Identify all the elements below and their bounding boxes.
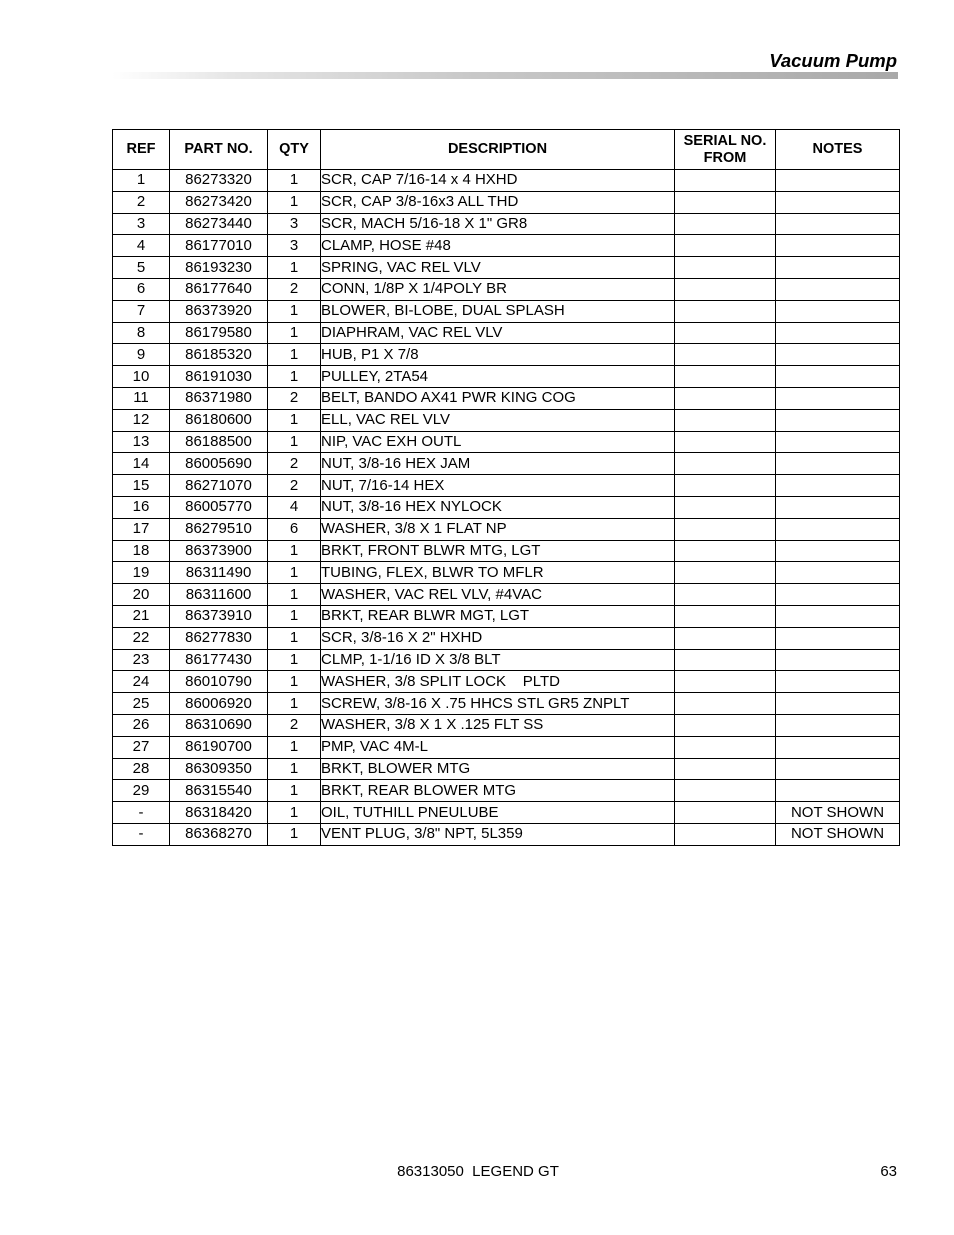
cell-ref: 16	[113, 496, 170, 518]
table-row	[113, 213, 900, 235]
cell-serial-no-from	[675, 518, 776, 540]
cell-description: BRKT, REAR BLOWER MTG	[321, 780, 675, 802]
cell-serial-no-from	[675, 191, 776, 213]
cell-qty: 2	[268, 387, 321, 409]
cell-description: TUBING, FLEX, BLWR TO MFLR	[321, 562, 675, 584]
table-row	[113, 780, 900, 802]
cell-description: VENT PLUG, 3/8" NPT, 5L359	[321, 823, 675, 845]
cell-serial-no-from	[675, 823, 776, 845]
cell-part-no: 86005690	[170, 453, 268, 475]
cell-serial-no-from	[675, 278, 776, 300]
cell-part-no: 86179580	[170, 322, 268, 344]
cell-part-no: 86188500	[170, 431, 268, 453]
table-row	[113, 627, 900, 649]
parts-table	[112, 129, 900, 846]
cell-description: SCR, MACH 5/16-18 X 1" GR8	[321, 213, 675, 235]
cell-part-no: 86373900	[170, 540, 268, 562]
cell-notes	[776, 605, 900, 627]
cell-description: PULLEY, 2TA54	[321, 366, 675, 388]
cell-serial-no-from	[675, 170, 776, 192]
cell-notes	[776, 387, 900, 409]
cell-serial-no-from	[675, 605, 776, 627]
cell-description: SPRING, VAC REL VLV	[321, 257, 675, 279]
cell-notes: NOT SHOWN	[776, 823, 900, 845]
cell-serial-no-from	[675, 257, 776, 279]
table-row	[113, 409, 900, 431]
cell-qty: 1	[268, 823, 321, 845]
cell-qty: 1	[268, 322, 321, 344]
cell-serial-no-from	[675, 344, 776, 366]
cell-qty: 1	[268, 671, 321, 693]
cell-description: BRKT, BLOWER MTG	[321, 758, 675, 780]
table-row	[113, 693, 900, 715]
column-header-part-no: PART NO.	[170, 130, 268, 170]
cell-description: SCR, CAP 7/16-14 x 4 HXHD	[321, 170, 675, 192]
cell-qty: 1	[268, 693, 321, 715]
table-row	[113, 475, 900, 497]
table-row	[113, 235, 900, 257]
cell-notes	[776, 300, 900, 322]
cell-serial-no-from	[675, 213, 776, 235]
cell-qty: 4	[268, 496, 321, 518]
cell-ref: 25	[113, 693, 170, 715]
cell-qty: 1	[268, 366, 321, 388]
cell-serial-no-from	[675, 387, 776, 409]
table-row	[113, 823, 900, 845]
cell-qty: 1	[268, 409, 321, 431]
header-row	[113, 130, 900, 170]
table-row	[113, 671, 900, 693]
cell-description: NUT, 7/16-14 HEX	[321, 475, 675, 497]
cell-serial-no-from	[675, 714, 776, 736]
cell-qty: 3	[268, 213, 321, 235]
cell-ref: 6	[113, 278, 170, 300]
table-row	[113, 758, 900, 780]
cell-qty: 2	[268, 278, 321, 300]
cell-serial-no-from	[675, 780, 776, 802]
cell-description: NUT, 3/8-16 HEX JAM	[321, 453, 675, 475]
cell-part-no: 86177640	[170, 278, 268, 300]
table-row	[113, 518, 900, 540]
table-row	[113, 170, 900, 192]
cell-description: WASHER, 3/8 X 1 FLAT NP	[321, 518, 675, 540]
table-row	[113, 300, 900, 322]
cell-notes	[776, 627, 900, 649]
footer-document-id: 86313050 LEGEND GT	[397, 1163, 559, 1180]
table-row	[113, 605, 900, 627]
cell-notes	[776, 649, 900, 671]
cell-notes	[776, 671, 900, 693]
column-header-serial-no-from: SERIAL NO. FROM	[675, 130, 776, 170]
cell-description: HUB, P1 X 7/8	[321, 344, 675, 366]
cell-qty: 1	[268, 257, 321, 279]
cell-part-no: 86271070	[170, 475, 268, 497]
cell-description: NUT, 3/8-16 HEX NYLOCK	[321, 496, 675, 518]
cell-qty: 1	[268, 300, 321, 322]
cell-part-no: 86373920	[170, 300, 268, 322]
table-row	[113, 191, 900, 213]
cell-description: ELL, VAC REL VLV	[321, 409, 675, 431]
cell-notes	[776, 213, 900, 235]
column-header-notes: NOTES	[776, 130, 900, 170]
footer-page-number: 63	[880, 1163, 897, 1180]
cell-description: SCR, 3/8-16 X 2" HXHD	[321, 627, 675, 649]
cell-notes	[776, 780, 900, 802]
table-row	[113, 278, 900, 300]
cell-serial-no-from	[675, 322, 776, 344]
cell-part-no: 86311600	[170, 584, 268, 606]
cell-serial-no-from	[675, 540, 776, 562]
cell-notes	[776, 257, 900, 279]
cell-part-no: 86318420	[170, 802, 268, 824]
cell-ref: 10	[113, 366, 170, 388]
column-header-qty: QTY	[268, 130, 321, 170]
cell-serial-no-from	[675, 300, 776, 322]
cell-notes	[776, 758, 900, 780]
cell-description: BLOWER, BI-LOBE, DUAL SPLASH	[321, 300, 675, 322]
cell-qty: 1	[268, 758, 321, 780]
cell-qty: 1	[268, 344, 321, 366]
cell-description: CLMP, 1-1/16 ID X 3/8 BLT	[321, 649, 675, 671]
cell-serial-no-from	[675, 409, 776, 431]
table-row	[113, 562, 900, 584]
cell-ref: 18	[113, 540, 170, 562]
header-divider	[112, 72, 898, 79]
cell-ref: 14	[113, 453, 170, 475]
table-row	[113, 431, 900, 453]
cell-serial-no-from	[675, 235, 776, 257]
cell-description: BRKT, FRONT BLWR MTG, LGT	[321, 540, 675, 562]
cell-ref: 5	[113, 257, 170, 279]
cell-ref: 22	[113, 627, 170, 649]
cell-ref: 17	[113, 518, 170, 540]
cell-notes	[776, 496, 900, 518]
cell-qty: 1	[268, 170, 321, 192]
cell-ref: 20	[113, 584, 170, 606]
table-row	[113, 366, 900, 388]
cell-ref: 28	[113, 758, 170, 780]
cell-ref: 1	[113, 170, 170, 192]
cell-part-no: 86273420	[170, 191, 268, 213]
cell-part-no: 86368270	[170, 823, 268, 845]
cell-qty: 1	[268, 802, 321, 824]
cell-serial-no-from	[675, 671, 776, 693]
cell-ref: 4	[113, 235, 170, 257]
cell-ref: 21	[113, 605, 170, 627]
cell-ref: -	[113, 823, 170, 845]
cell-notes	[776, 584, 900, 606]
cell-qty: 3	[268, 235, 321, 257]
cell-qty: 6	[268, 518, 321, 540]
cell-part-no: 86315540	[170, 780, 268, 802]
cell-notes: NOT SHOWN	[776, 802, 900, 824]
cell-part-no: 86373910	[170, 605, 268, 627]
cell-ref: 23	[113, 649, 170, 671]
cell-notes	[776, 475, 900, 497]
cell-qty: 1	[268, 736, 321, 758]
cell-description: WASHER, 3/8 X 1 X .125 FLT SS	[321, 714, 675, 736]
cell-ref: 13	[113, 431, 170, 453]
cell-description: DIAPHRAM, VAC REL VLV	[321, 322, 675, 344]
table-row	[113, 322, 900, 344]
column-header-ref: REF	[113, 130, 170, 170]
cell-ref: -	[113, 802, 170, 824]
table-row	[113, 540, 900, 562]
cell-notes	[776, 518, 900, 540]
table-row	[113, 736, 900, 758]
cell-ref: 2	[113, 191, 170, 213]
cell-notes	[776, 431, 900, 453]
parts-table-body	[113, 170, 900, 846]
cell-serial-no-from	[675, 758, 776, 780]
table-row	[113, 802, 900, 824]
cell-notes	[776, 540, 900, 562]
table-row	[113, 584, 900, 606]
cell-serial-no-from	[675, 802, 776, 824]
cell-qty: 2	[268, 453, 321, 475]
cell-description: CONN, 1/8P X 1/4POLY BR	[321, 278, 675, 300]
cell-qty: 1	[268, 584, 321, 606]
cell-part-no: 86277830	[170, 627, 268, 649]
cell-notes	[776, 278, 900, 300]
cell-notes	[776, 714, 900, 736]
cell-notes	[776, 693, 900, 715]
cell-description: OIL, TUTHILL PNEULUBE	[321, 802, 675, 824]
cell-qty: 1	[268, 191, 321, 213]
cell-part-no: 86191030	[170, 366, 268, 388]
cell-serial-no-from	[675, 475, 776, 497]
cell-description: SCREW, 3/8-16 X .75 HHCS STL GR5 ZNPLT	[321, 693, 675, 715]
cell-qty: 1	[268, 540, 321, 562]
cell-qty: 1	[268, 605, 321, 627]
cell-notes	[776, 736, 900, 758]
cell-notes	[776, 453, 900, 475]
cell-part-no: 86010790	[170, 671, 268, 693]
cell-ref: 24	[113, 671, 170, 693]
cell-ref: 27	[113, 736, 170, 758]
cell-notes	[776, 191, 900, 213]
cell-part-no: 86310690	[170, 714, 268, 736]
cell-qty: 1	[268, 780, 321, 802]
cell-serial-no-from	[675, 496, 776, 518]
cell-part-no: 86185320	[170, 344, 268, 366]
cell-ref: 19	[113, 562, 170, 584]
cell-qty: 1	[268, 627, 321, 649]
cell-part-no: 86177430	[170, 649, 268, 671]
cell-notes	[776, 235, 900, 257]
cell-part-no: 86371980	[170, 387, 268, 409]
table-row	[113, 344, 900, 366]
cell-part-no: 86311490	[170, 562, 268, 584]
cell-ref: 7	[113, 300, 170, 322]
cell-serial-no-from	[675, 693, 776, 715]
cell-notes	[776, 170, 900, 192]
cell-serial-no-from	[675, 453, 776, 475]
cell-part-no: 86309350	[170, 758, 268, 780]
cell-ref: 26	[113, 714, 170, 736]
cell-notes	[776, 322, 900, 344]
cell-qty: 2	[268, 714, 321, 736]
cell-serial-no-from	[675, 366, 776, 388]
cell-ref: 8	[113, 322, 170, 344]
table-row	[113, 714, 900, 736]
cell-part-no: 86177010	[170, 235, 268, 257]
cell-ref: 3	[113, 213, 170, 235]
cell-qty: 1	[268, 562, 321, 584]
cell-notes	[776, 344, 900, 366]
cell-qty: 2	[268, 475, 321, 497]
cell-part-no: 86005770	[170, 496, 268, 518]
table-row	[113, 257, 900, 279]
cell-description: WASHER, VAC REL VLV, #4VAC	[321, 584, 675, 606]
cell-description: NIP, VAC EXH OUTL	[321, 431, 675, 453]
cell-qty: 1	[268, 649, 321, 671]
cell-description: SCR, CAP 3/8-16x3 ALL THD	[321, 191, 675, 213]
cell-description: BRKT, REAR BLWR MGT, LGT	[321, 605, 675, 627]
cell-part-no: 86279510	[170, 518, 268, 540]
page-section-title: Vacuum Pump	[769, 50, 897, 71]
cell-part-no: 86190700	[170, 736, 268, 758]
cell-notes	[776, 562, 900, 584]
cell-ref: 29	[113, 780, 170, 802]
cell-ref: 11	[113, 387, 170, 409]
cell-part-no: 86273320	[170, 170, 268, 192]
column-header-description: DESCRIPTION	[321, 130, 675, 170]
cell-serial-no-from	[675, 584, 776, 606]
parts-table-header	[113, 130, 900, 170]
table-row	[113, 649, 900, 671]
cell-notes	[776, 409, 900, 431]
cell-serial-no-from	[675, 431, 776, 453]
cell-part-no: 86193230	[170, 257, 268, 279]
cell-serial-no-from	[675, 649, 776, 671]
table-row	[113, 453, 900, 475]
cell-description: PMP, VAC 4M-L	[321, 736, 675, 758]
cell-description: WASHER, 3/8 SPLIT LOCK PLTD	[321, 671, 675, 693]
cell-ref: 12	[113, 409, 170, 431]
table-row	[113, 496, 900, 518]
cell-part-no: 86006920	[170, 693, 268, 715]
cell-part-no: 86273440	[170, 213, 268, 235]
cell-serial-no-from	[675, 736, 776, 758]
table-row	[113, 387, 900, 409]
cell-serial-no-from	[675, 627, 776, 649]
cell-serial-no-from	[675, 562, 776, 584]
cell-ref: 15	[113, 475, 170, 497]
cell-qty: 1	[268, 431, 321, 453]
cell-description: CLAMP, HOSE #48	[321, 235, 675, 257]
cell-part-no: 86180600	[170, 409, 268, 431]
cell-description: BELT, BANDO AX41 PWR KING COG	[321, 387, 675, 409]
cell-ref: 9	[113, 344, 170, 366]
cell-notes	[776, 366, 900, 388]
